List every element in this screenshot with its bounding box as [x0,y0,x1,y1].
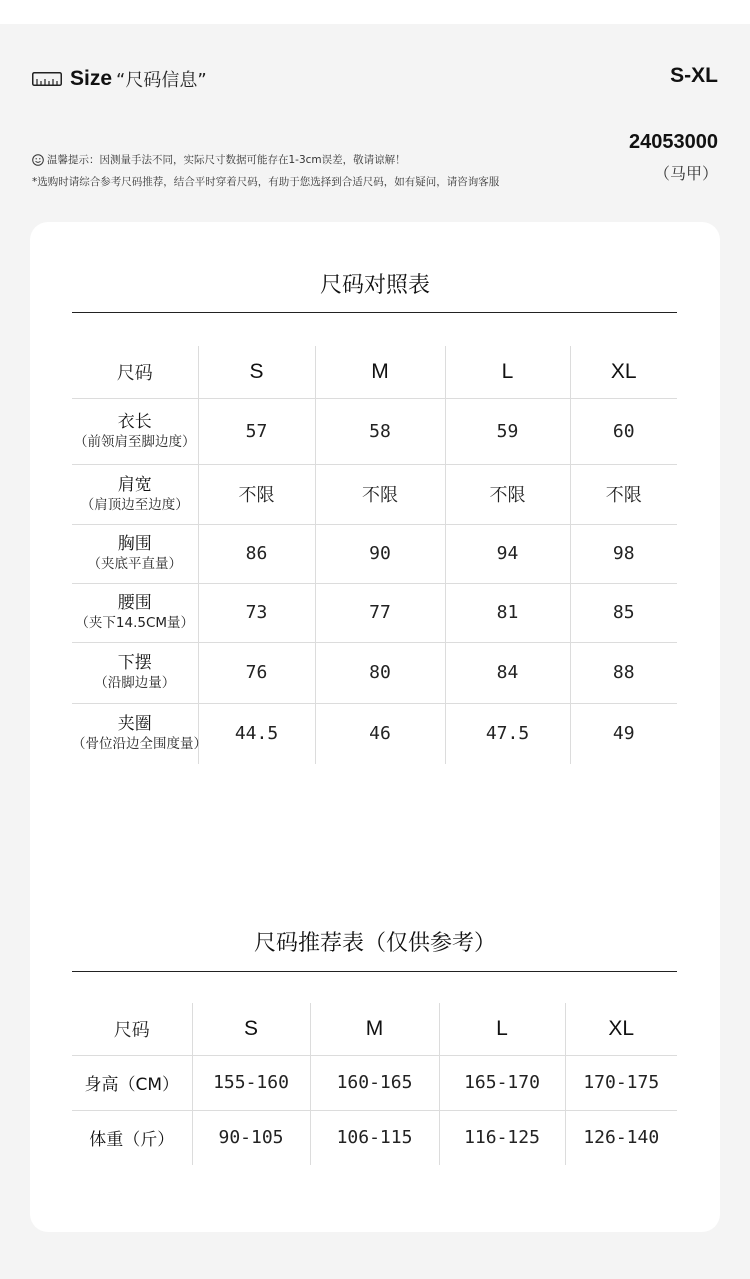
row-name: 胸围 [117,534,152,554]
size-subheading: “尺码信息” [116,70,207,91]
notice-block [32,149,499,193]
row-name: 肩宽 [117,474,152,495]
cell-value: 77 [315,583,445,642]
row-label [72,703,207,764]
cell-value: 116-125 [439,1110,565,1165]
cell-value: 94 [445,524,570,583]
size-chart-rule [72,312,677,313]
cell-value: 80 [315,642,445,703]
row-note: （前领肩至脚边度） [74,433,196,450]
table-row [72,583,677,642]
size-header-s: S [198,346,315,398]
recommend-chart-table [72,1003,677,1165]
row-label: 体重（斤） [72,1110,192,1165]
recommend-header-l: L [439,1003,565,1055]
product-type: （马甲） [653,164,718,183]
recommend-header-m: M [310,1003,439,1055]
product-code: 24053000 [629,131,718,153]
size-heading: Size [70,67,113,90]
size-header-l: L [445,346,570,398]
size-chart-table [72,346,677,764]
cell-value: 49 [570,703,677,764]
recommend-header-label: 尺码 [113,1019,150,1041]
size-chart-header-row [72,346,677,398]
cell-value: 76 [198,642,315,703]
cell-value: 不限 [198,464,315,524]
size-header [32,66,207,92]
row-label [72,464,198,524]
notice-text-2: *选购时请综合参考尺码推荐，结合平时穿着尺码，有助于您选择到合适尺码，如有疑问，请咨询客服 [32,176,500,188]
cell-value: 160-165 [310,1055,439,1110]
cell-value: 46 [315,703,445,764]
table-row [72,1110,677,1165]
row-name: 夹圈 [117,714,152,735]
row-note: （沿脚边量） [94,675,176,691]
cell-value: 84 [445,642,570,703]
cell-value: 126-140 [565,1110,677,1165]
smile-icon [32,154,44,166]
row-label [72,642,198,703]
cell-value: 86 [198,524,315,583]
size-range: S-XL [670,64,718,87]
cell-value: 106-115 [310,1110,439,1165]
top-band [0,0,750,24]
size-chart-title: 尺码对照表 [319,273,430,298]
recommend-header-xl: XL [565,1003,677,1055]
recommend-header-row [72,1003,677,1055]
recommend-chart-rule [72,971,677,972]
row-note: （夹底平直量） [87,556,182,572]
cell-value: 88 [570,642,677,703]
size-header-m: M [315,346,445,398]
table-row [72,398,677,464]
cell-value: 73 [198,583,315,642]
cell-value: 47.5 [445,703,570,764]
row-name: 腰围 [117,593,152,613]
row-name: 衣长 [117,411,152,432]
recommend-chart-title: 尺码推荐表（仅供参考） [253,931,496,956]
table-row [72,642,677,703]
cell-value: 90 [315,524,445,583]
cell-value: 不限 [445,464,570,524]
cell-value: 44.5 [198,703,315,764]
cell-value: 98 [570,524,677,583]
cell-value: 155-160 [192,1055,310,1110]
cell-value: 58 [315,398,445,464]
cell-value: 165-170 [439,1055,565,1110]
cell-value: 57 [198,398,315,464]
ruler-icon [32,72,62,86]
cell-value: 不限 [570,464,677,524]
recommend-header-s: S [192,1003,310,1055]
cell-value: 90-105 [192,1110,310,1165]
notice-line-2 [32,171,499,193]
row-note: （夹下14.5CM量） [75,615,195,631]
row-note: （骨位沿边全围度量） [72,736,207,753]
cell-value: 170-175 [565,1055,677,1110]
cell-value: 81 [445,583,570,642]
row-label [72,524,198,583]
cell-value: 60 [570,398,677,464]
size-header-label: 尺码 [116,362,153,384]
table-row [72,703,677,764]
table-row [72,464,677,524]
row-label: 身高（CM） [72,1055,192,1110]
table-row [72,524,677,583]
row-note: （肩顶边至边度） [80,496,189,513]
row-label [72,583,198,642]
cell-value: 不限 [315,464,445,524]
cell-value: 59 [445,398,570,464]
cell-value: 85 [570,583,677,642]
notice-text-1: 温馨提示：因测量手法不同，实际尺寸数据可能存在1-3cm误差，敬请谅解！ [47,154,406,166]
row-name: 下摆 [117,653,152,673]
table-row [72,1055,677,1110]
size-header-xl: XL [570,346,677,398]
row-label [72,398,198,464]
notice-line-1 [32,149,499,171]
